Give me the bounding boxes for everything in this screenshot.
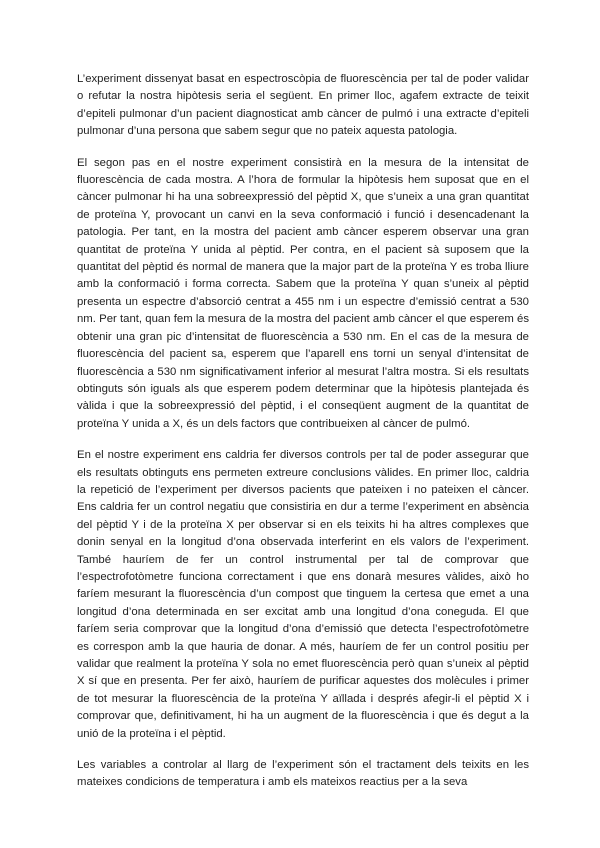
document-body	[77, 71, 529, 806]
paragraph-variables: Les variables a controlar al llarg de l’experiment són el tractament dels teixits en les mateixes condicions de temperatura i amb els mateixos reactius per a la seva	[77, 759, 529, 789]
paragraph-experiment-design: L’experiment dissenyat basat en espectroscòpia de fluorescència per tal de poder validar o refutar la nostra hipòtesis seria el següent. En primer lloc, agafem extracte de teixit d’epiteli pulmonar d’un pacient diagnosticat amb càncer de pulmó i una extracte d’epiteli pulmonar d’una persona que sabem segur que no pateix aquesta patologia.	[77, 73, 529, 138]
paragraph-fluorescence-measurement: El segon pas en el nostre experiment consistirà en la mesura de la intensitat de fluorescència de cada mostra. A l’hora de formular la hipòtesis hem suposat que en el càncer pulmonar hi ha una sobreexpressió del pèptid X, que s’uneix a una gran quantitat de proteïna Y, provocant un canvi en la seva conformació i funció i desencadenant la patologia. Per tant, en la mostra del pacient amb càncer esperem observar una gran quantitat de proteïna Y unida al pèptid. Per contra, en el pacient sà suposem que la quantitat del pèptid és normal de manera que la major part de la proteïna Y es troba lliure amb la conformació i forma correcta. Sabem que la proteïna Y quan s’uneix al pèptid presenta un espectre d’absorció centrat a 455 nm i un espectre d’emissió centrat a 530 nm. Per tant, quan fem la mesura de la mostra del pacient amb càncer el que esperem és obtenir una gran pic d’intensitat de fluorescència a 530 nm. En el cas de la mesura de fluorescència del pacient sa, esperem que l’aparell ens torni un senyal d’intensitat de fluorescència a 530 nm significativament inferior al mesurat l’altra mostra. Si els resultats obtinguts són iguals als que esperem podem determinar que la hipòtesis plantejada és vàlida i que la sobreexpressió del pèptid, i el conseqüent augment de la quantitat de proteïna Y unida a X, és un dels factors que contribueixen al càncer de pulmó.	[77, 156, 529, 430]
paragraph-controls: En el nostre experiment ens caldria fer diversos controls per tal de poder assegurar que els resultats obtinguts ens permeten extreure conclusions vàlides. En primer lloc, caldria la repetició de l’experiment per diversos pacients que pateixen i no pateixen el càncer. Ens caldria fer un control negatiu que consistiria en dur a terme l’experiment en absència del pèptid Y i de la proteïna X per observar si en els teixits hi ha altres complexes que donin senyal en la longitud d’ona observada interferint en els valors de l’experiment. També hauríem de fer un control instrumental per tal de comprovar que l’espectrofotòmetre funciona correctament i que ens donarà mesures vàlides, això ho faríem mesurant la fluorescència d’un compost que tinguem la certesa que emet a una longitud d’ona determinada en ser excitat amb una longitud d’ona coneguda. El que faríem seria comprovar que la longitud d’ona d’emissió que detecta l’espectrofotòmetre es correspon amb la que hauria de donar. A més, hauríem de fer un control positiu per validar que realment la proteïna Y sola no emet fluorescència però quan s’uneix al pèptid X sí que en presenta. Per fer això, hauríem de purificar aquestes dos molècules i primer de tot mesurar la fluorescència de la proteïna Y aïllada i després afegir-li el pèptid X i comprovar que, definitivament, hi ha un augment de la fluorescència i que és degut a la unió de la proteïna i el pèptid.	[77, 449, 529, 740]
